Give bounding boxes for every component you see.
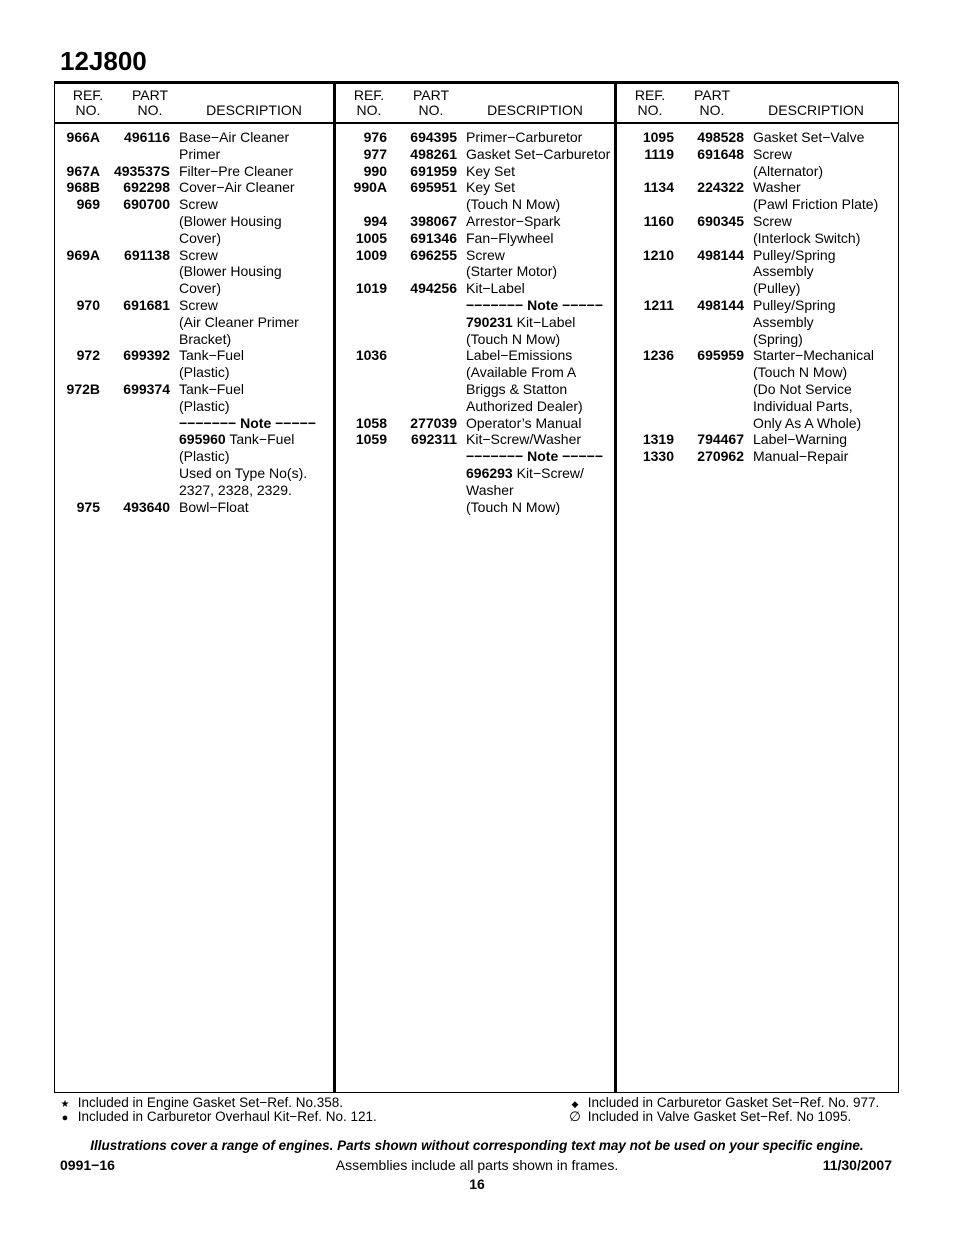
description: (Plastic): [179, 364, 230, 381]
description: (Touch N Mow): [753, 364, 848, 381]
part-number: 691346: [410, 229, 457, 246]
note-bold-text: −−−−−−− Note −−−−−: [466, 448, 603, 465]
description: (Alternator): [753, 162, 824, 179]
description: Screw: [179, 246, 218, 263]
description: Filter−Pre Cleaner: [179, 162, 293, 179]
part-header: PART NO.: [693, 87, 731, 118]
description: Screw: [179, 296, 218, 313]
description: (Touch N Mow): [466, 196, 561, 213]
description: (Touch N Mow): [466, 498, 561, 515]
description: Individual Parts,: [753, 397, 853, 414]
description: (Available From A: [466, 364, 577, 381]
bullet-icon: ●: [61, 1112, 69, 1124]
part-number: 498261: [410, 145, 457, 162]
part-header: PART NO.: [412, 87, 450, 118]
description: Arrestor−Spark: [466, 212, 561, 229]
description: Tank−Fuel: [179, 347, 244, 364]
description: Label−Emissions: [466, 347, 573, 364]
description: Screw: [753, 212, 792, 229]
description: Screw: [466, 246, 505, 263]
description: Key Set: [466, 179, 516, 196]
ref-header: REF. NO.: [72, 87, 104, 118]
ref-number: 994: [363, 212, 387, 229]
header-rule: [54, 122, 898, 124]
ref-number: 972: [76, 347, 100, 364]
part-number: 496116: [124, 129, 170, 145]
note-bold-text: −−−−−−− Note −−−−−: [179, 414, 316, 431]
description: (Pulley): [753, 280, 801, 297]
ref-number: 972B: [66, 380, 100, 397]
ref-number: 1005: [355, 229, 387, 246]
description: (Touch N Mow): [466, 330, 561, 347]
description: [179, 415, 316, 432]
footnote-empty-set: ∅ Included in Valve Gasket Set−Ref. No 1095.: [566, 1109, 851, 1124]
note-text: Kit−Label: [512, 313, 576, 330]
description: Operator’s Manual: [466, 414, 582, 431]
description: [466, 314, 575, 331]
description: (Blower Housing: [179, 263, 282, 280]
description: Assembly: [753, 313, 814, 330]
part-number: 794467: [697, 431, 744, 448]
description: Cover): [179, 280, 222, 297]
part-number: 695959: [697, 347, 744, 364]
description: Used on Type No(s).: [179, 464, 308, 481]
description: Label−Warning: [753, 431, 848, 448]
description: (Pawl Friction Plate): [753, 196, 879, 213]
description: (Plastic): [179, 448, 230, 465]
description: Base−Air Cleaner: [179, 129, 290, 145]
description: Briggs & Statton: [466, 380, 568, 397]
ref-number: 1330: [642, 448, 674, 465]
description: Screw: [753, 145, 792, 162]
part-number: 699392: [123, 347, 170, 364]
ref-number: 990A: [353, 179, 387, 196]
ref-number: 1059: [355, 431, 387, 448]
part-number: 690345: [697, 212, 744, 229]
description: (Blower Housing: [179, 212, 282, 229]
part-number: 699374: [123, 380, 170, 397]
ref-number: 1009: [355, 246, 387, 263]
ref-number: 990: [363, 162, 387, 179]
part-number: 224322: [697, 179, 744, 196]
column-divider: [333, 84, 336, 1093]
part-number: 695951: [410, 179, 457, 196]
ref-number: 1210: [642, 246, 674, 263]
part-number: 498144: [697, 296, 744, 313]
description: Kit−Label: [466, 280, 525, 297]
ref-number: 1319: [642, 431, 674, 448]
part-number: 691648: [697, 145, 744, 162]
ref-number: 1119: [644, 145, 674, 162]
ref-number: 969: [76, 196, 100, 213]
ref-number: 967A: [66, 162, 100, 179]
note-text: Tank−Fuel: [225, 431, 295, 448]
footnote-diamond: ◆ Included in Carburetor Gasket Set−Ref. No. 977.: [566, 1095, 879, 1112]
ref-number: 975: [76, 498, 100, 515]
ref-number: 968B: [66, 179, 100, 196]
description: Starter−Mechanical: [753, 347, 875, 364]
description: Manual−Repair: [753, 448, 849, 465]
date: 11/30/2007: [822, 1157, 892, 1173]
empty-set-icon: ∅: [569, 1109, 581, 1124]
description-header: DESCRIPTION: [487, 102, 583, 118]
description-header: DESCRIPTION: [768, 102, 864, 118]
part-number: 692311: [411, 431, 457, 448]
description: (Spring): [753, 330, 803, 347]
part-number: 498528: [697, 129, 744, 145]
description: Bowl−Float: [179, 498, 249, 515]
part-number: 398067: [410, 212, 457, 229]
description: (Do Not Service: [753, 380, 852, 397]
note-bold-text: −−−−−−− Note −−−−−: [466, 296, 603, 313]
page-number: 16: [469, 1176, 485, 1192]
description: Primer: [179, 145, 221, 162]
ref-number: 977: [363, 145, 387, 162]
description: Bracket): [179, 330, 232, 347]
description: Gasket Set−Valve: [753, 129, 865, 145]
column-header-2: [335, 84, 614, 122]
part-number: 692298: [123, 179, 170, 196]
description: 2327, 2328, 2329.: [179, 481, 292, 498]
part-number: 493640: [123, 498, 170, 515]
note-text: Kit−Screw/: [512, 464, 584, 481]
description: [466, 465, 584, 482]
description: Pulley/Spring: [753, 296, 836, 313]
ref-number: 1236: [642, 347, 674, 364]
description: Washer: [466, 481, 514, 498]
page-title: 12J800: [60, 46, 147, 76]
column-header-1: [54, 84, 333, 122]
part-number: 691959: [410, 162, 457, 179]
ref-number: 976: [363, 129, 387, 145]
part-number: 696255: [410, 246, 457, 263]
ref-number: 1211: [643, 296, 674, 313]
disclaimer: Illustrations cover a range of engines. Parts shown without corresponding text may not be used on your specific engine.: [90, 1138, 864, 1153]
description: Only As A Whole): [753, 414, 862, 431]
description: Cover−Air Cleaner: [179, 179, 295, 196]
ref-number: 1036: [355, 347, 387, 364]
description: Primer−Carburetor: [466, 129, 583, 145]
description: (Air Cleaner Primer: [179, 313, 299, 330]
diamond-icon: ◆: [571, 1099, 579, 1109]
description: Screw: [179, 196, 218, 213]
part-number: 494256: [410, 280, 457, 297]
description: [466, 448, 603, 465]
doc-code: 0991−16: [60, 1157, 115, 1173]
description: (Interlock Switch): [753, 229, 861, 246]
column-header-3: [616, 84, 896, 122]
star-icon: ★: [60, 1099, 70, 1110]
description-header: DESCRIPTION: [206, 102, 302, 118]
note-bold-text: 790231: [466, 313, 513, 330]
description: Pulley/Spring: [753, 246, 836, 263]
description: Kit−Screw/Washer: [466, 431, 582, 448]
description: [179, 431, 294, 448]
ref-number: 969A: [66, 246, 100, 263]
ref-number: 1134: [643, 179, 674, 196]
description: Tank−Fuel: [179, 380, 244, 397]
part-number: 498144: [697, 246, 744, 263]
assemblies-note: Assemblies include all parts shown in frames.: [335, 1157, 619, 1173]
ref-number: 1019: [355, 280, 387, 297]
description: Assembly: [753, 263, 814, 280]
footnote-star: ★ Included in Engine Gasket Set−Ref. No.358.: [56, 1095, 343, 1112]
part-number: 691681: [123, 296, 170, 313]
description: Key Set: [466, 162, 516, 179]
part-number: 691138: [124, 246, 170, 263]
description: (Starter Motor): [466, 263, 558, 280]
column-divider: [614, 84, 617, 1093]
ref-number: 1160: [643, 212, 674, 229]
ref-header: REF. NO.: [634, 87, 666, 118]
ref-number: 1095: [642, 129, 674, 145]
part-number: 690700: [123, 196, 170, 213]
description: Authorized Dealer): [466, 397, 583, 414]
ref-number: 970: [76, 296, 100, 313]
ref-header: REF. NO.: [353, 87, 385, 118]
description: [466, 297, 603, 314]
note-bold-text: 696293: [466, 464, 513, 481]
part-number: 270962: [697, 448, 744, 465]
ref-number: 1058: [355, 414, 387, 431]
description: (Plastic): [179, 397, 230, 414]
footnote-bullet: ● Included in Carburetor Overhaul Kit−Ref. No. 121.: [56, 1109, 377, 1126]
part-number: 694395: [410, 129, 457, 145]
note-bold-text: 695960: [179, 431, 226, 448]
description: Cover): [179, 229, 222, 246]
description: Gasket Set−Carburetor: [466, 145, 611, 162]
part-header: PART NO.: [131, 87, 169, 118]
description: Fan−Flywheel: [466, 229, 554, 246]
part-number: 493537S: [113, 162, 170, 179]
ref-number: 966A: [66, 129, 100, 145]
description: Washer: [753, 179, 801, 196]
part-number: 277039: [410, 414, 457, 431]
